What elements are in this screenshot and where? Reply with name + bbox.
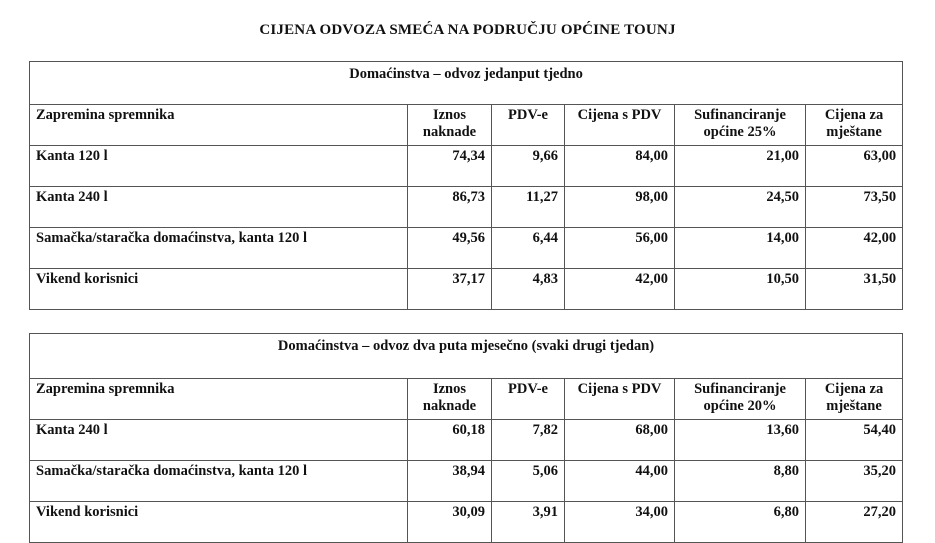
cell-mjestane: 54,40	[806, 420, 903, 461]
cell-mjestane: 27,20	[806, 502, 903, 543]
row-name: Samačka/staračka domaćinstva, kanta 120 l	[30, 461, 408, 502]
cell-cijena: 84,00	[565, 146, 675, 187]
cell-iznos: 30,09	[408, 502, 492, 543]
row-name: Kanta 120 l	[30, 146, 408, 187]
cell-pdv: 9,66	[492, 146, 565, 187]
header-cijena-mjestane: Cijena za mještane	[806, 379, 903, 420]
price-table-weekly	[29, 61, 903, 310]
cell-iznos: 86,73	[408, 187, 492, 228]
document-title: CIJENA ODVOZA SMEĆA NA PODRUČJU OPĆINE TOUNJ	[259, 22, 676, 38]
table-caption-row	[30, 62, 903, 105]
table-caption: Domaćinstva – odvoz dva puta mjesečno (svaki drugi tjedan)	[30, 334, 903, 379]
header-cijena-pdv: Cijena s PDV	[565, 379, 675, 420]
cell-sufinanciranje: 14,00	[675, 228, 806, 269]
cell-cijena: 56,00	[565, 228, 675, 269]
cell-pdv: 11,27	[492, 187, 565, 228]
cell-iznos: 49,56	[408, 228, 492, 269]
table-caption: Domaćinstva – odvoz jedanput tjedno	[30, 62, 903, 105]
table-row	[30, 502, 903, 543]
row-name: Kanta 240 l	[30, 187, 408, 228]
cell-mjestane: 31,50	[806, 269, 903, 310]
cell-cijena: 98,00	[565, 187, 675, 228]
header-iznos: Iznos naknade	[408, 379, 492, 420]
cell-sufinanciranje: 13,60	[675, 420, 806, 461]
price-table-biweekly	[29, 333, 903, 543]
header-zapremina: Zapremina spremnika	[30, 379, 408, 420]
header-zapremina: Zapremina spremnika	[30, 105, 408, 146]
header-iznos: Iznos naknade	[408, 105, 492, 146]
cell-mjestane: 35,20	[806, 461, 903, 502]
header-sufinanciranje: Sufinanciranje općine 20%	[675, 379, 806, 420]
cell-sufinanciranje: 8,80	[675, 461, 806, 502]
table-header-row	[30, 379, 903, 420]
header-cijena-pdv: Cijena s PDV	[565, 105, 675, 146]
row-name: Kanta 240 l	[30, 420, 408, 461]
header-pdv: PDV-e	[492, 379, 565, 420]
row-name: Samačka/staračka domaćinstva, kanta 120 l	[30, 228, 408, 269]
cell-iznos: 60,18	[408, 420, 492, 461]
table-caption-row	[30, 334, 903, 379]
cell-sufinanciranje: 24,50	[675, 187, 806, 228]
cell-pdv: 5,06	[492, 461, 565, 502]
cell-iznos: 38,94	[408, 461, 492, 502]
cell-cijena: 34,00	[565, 502, 675, 543]
cell-pdv: 4,83	[492, 269, 565, 310]
table-row	[30, 420, 903, 461]
cell-pdv: 7,82	[492, 420, 565, 461]
table-row	[30, 187, 903, 228]
cell-sufinanciranje: 10,50	[675, 269, 806, 310]
cell-cijena: 68,00	[565, 420, 675, 461]
cell-iznos: 74,34	[408, 146, 492, 187]
table-row	[30, 228, 903, 269]
cell-pdv: 6,44	[492, 228, 565, 269]
cell-mjestane: 73,50	[806, 187, 903, 228]
cell-cijena: 44,00	[565, 461, 675, 502]
cell-pdv: 3,91	[492, 502, 565, 543]
cell-mjestane: 42,00	[806, 228, 903, 269]
cell-sufinanciranje: 21,00	[675, 146, 806, 187]
row-name: Vikend korisnici	[30, 502, 408, 543]
header-cijena-mjestane: Cijena za mještane	[806, 105, 903, 146]
table-header-row	[30, 105, 903, 146]
cell-sufinanciranje: 6,80	[675, 502, 806, 543]
table-row	[30, 269, 903, 310]
cell-iznos: 37,17	[408, 269, 492, 310]
table-row	[30, 461, 903, 502]
cell-mjestane: 63,00	[806, 146, 903, 187]
header-pdv: PDV-e	[492, 105, 565, 146]
cell-cijena: 42,00	[565, 269, 675, 310]
row-name: Vikend korisnici	[30, 269, 408, 310]
table-row	[30, 146, 903, 187]
header-sufinanciranje: Sufinanciranje općine 25%	[675, 105, 806, 146]
